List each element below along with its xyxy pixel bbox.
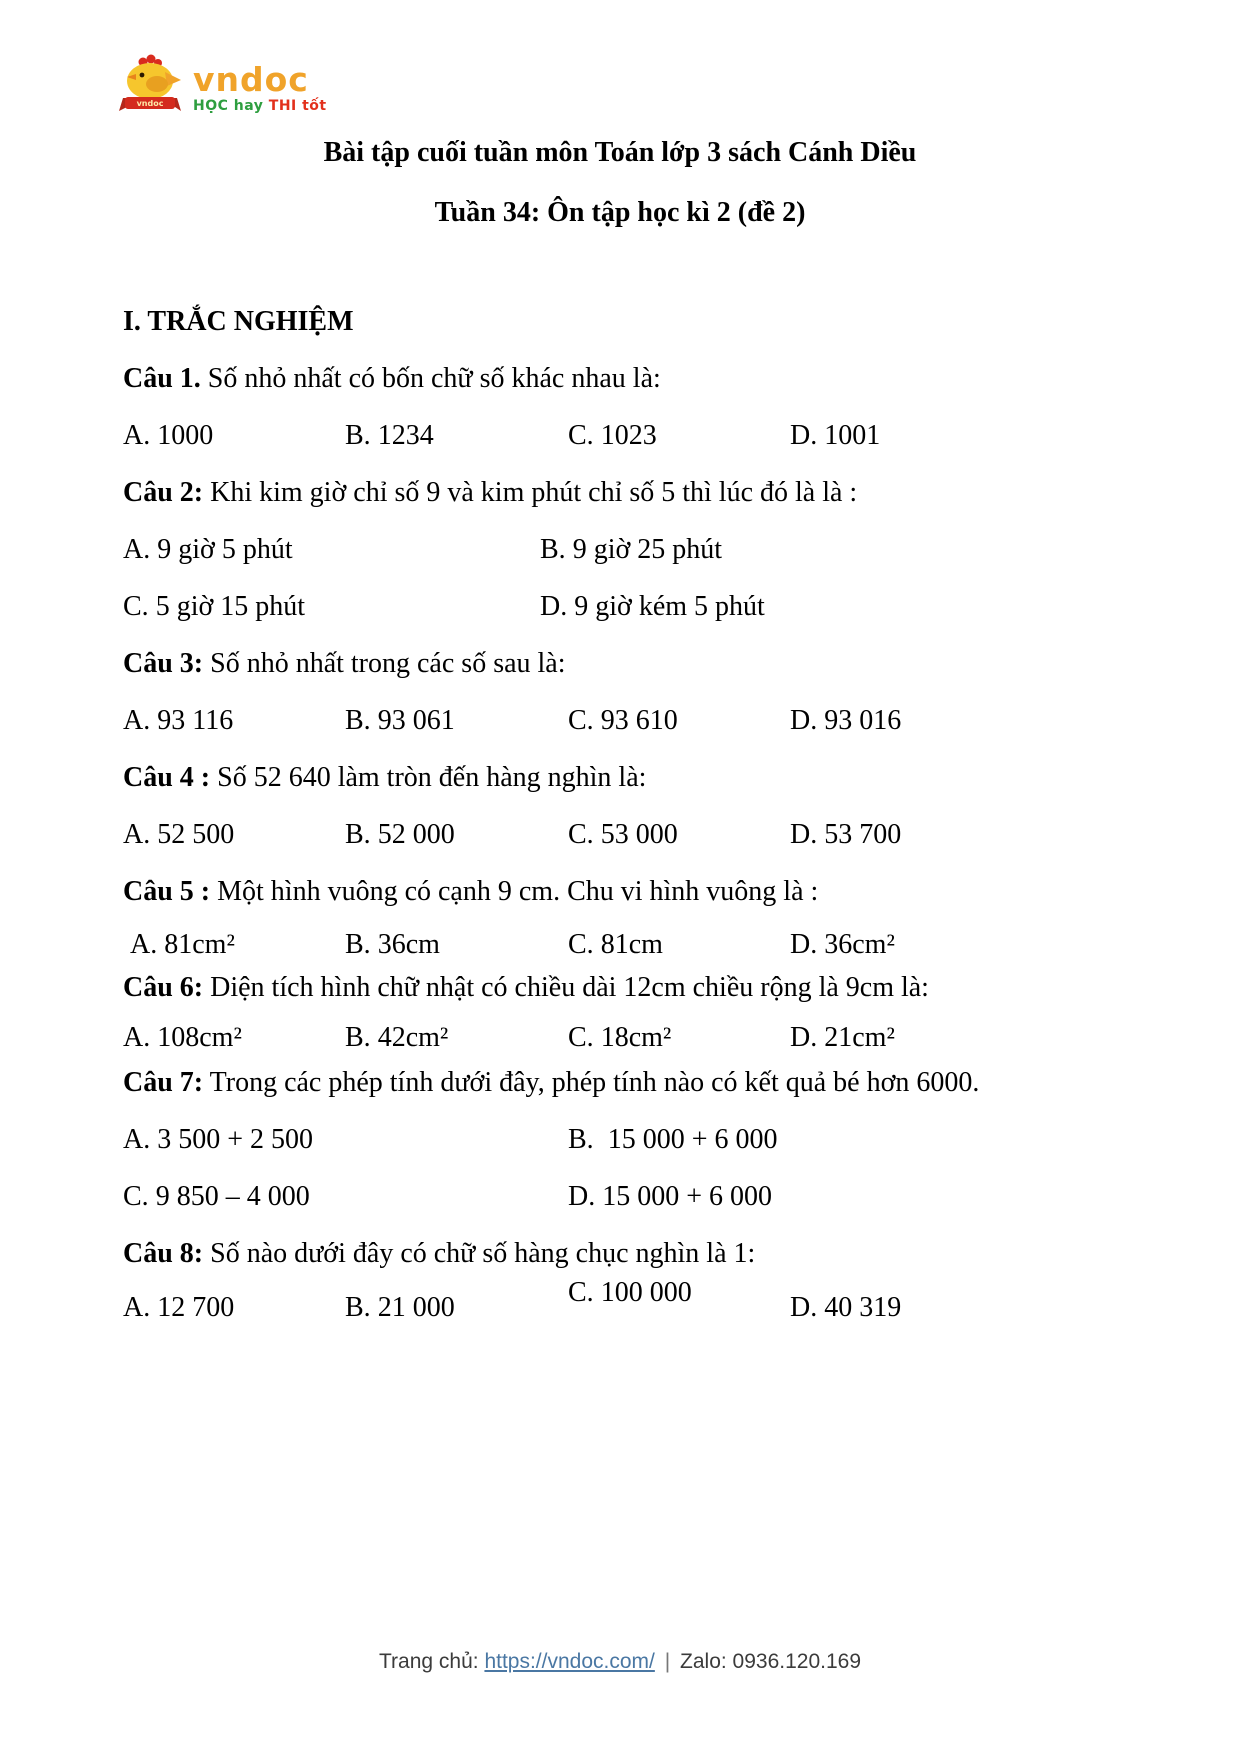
footer-zalo: Zalo: 0936.120.169	[680, 1650, 861, 1673]
q2-option-b: B. 9 giờ 25 phút	[540, 534, 723, 565]
q7-option-b: B. 15 000 + 6 000	[568, 1124, 778, 1155]
question-6	[123, 971, 1117, 1005]
question-8	[123, 1237, 1117, 1271]
vndoc-chicken-icon	[113, 54, 185, 122]
question-7	[123, 1066, 1117, 1100]
question-4	[123, 761, 1117, 795]
document-title: Bài tập cuối tuần môn Toán lớp 3 sách Cánh Diều	[323, 137, 917, 168]
question-4-options	[123, 818, 1117, 852]
q2-option-a: A. 9 giờ 5 phút	[123, 534, 293, 565]
question-2	[123, 476, 1117, 510]
q7-option-a: A. 3 500 + 2 500	[123, 1124, 314, 1155]
question-5-text: Một hình vuông có cạnh 9 cm. Chu vi hình vuông là :	[217, 876, 819, 907]
q6-option-a: A. 108cm²	[123, 1022, 242, 1053]
document-subtitle: Tuần 34: Ôn tập học kì 2 (đề 2)	[434, 197, 806, 228]
question-8-text: Số nào dưới đây có chữ số hàng chục nghìn là 1:	[210, 1238, 756, 1269]
logo-text	[193, 60, 327, 114]
question-2-text: Khi kim giờ chỉ số 9 và kim phút chỉ số 5 thì lúc đó là là :	[210, 477, 858, 508]
question-3-options	[123, 704, 1117, 738]
q2-option-d: D. 9 giờ kém 5 phút	[540, 591, 765, 622]
question-5	[123, 875, 1117, 909]
question-7-text: Trong các phép tính dưới đây, phép tính nào có kết quả bé hơn 6000.	[209, 1067, 980, 1098]
question-7-options-cd	[123, 1180, 1117, 1214]
question-6-text: Diện tích hình chữ nhật có chiều dài 12cm chiều rộng là 9cm là:	[210, 972, 929, 1003]
question-1-text: Số nhỏ nhất có bốn chữ số khác nhau là:	[207, 363, 661, 394]
q1-option-c: C. 1023	[568, 420, 657, 451]
q2-option-c: C. 5 giờ 15 phút	[123, 591, 306, 622]
q6-option-c: C. 18cm²	[568, 1022, 672, 1053]
q4-option-c: C. 53 000	[568, 819, 678, 850]
question-8-options	[123, 1277, 1117, 1325]
logo-brand-text: vndoc	[193, 60, 309, 99]
q8-option-c: C. 100 000	[568, 1277, 692, 1308]
question-5-label: Câu 5 :	[123, 876, 211, 907]
logo-tagline-red: THI tốt	[268, 98, 327, 114]
q8-option-a: A. 12 700	[123, 1292, 235, 1323]
vndoc-logo	[113, 54, 327, 122]
q1-option-b: B. 1234	[345, 420, 434, 451]
q3-option-c: C. 93 610	[568, 705, 678, 736]
q8-option-d: D. 40 319	[790, 1292, 902, 1323]
q6-option-d: D. 21cm²	[790, 1022, 895, 1053]
homepage-link[interactable]: https://vndoc.com/	[484, 1650, 655, 1673]
question-1	[123, 362, 1117, 396]
q5-option-c: C. 81cm	[568, 929, 663, 960]
q8-option-b: B. 21 000	[345, 1292, 455, 1323]
q4-option-b: B. 52 000	[345, 819, 455, 850]
question-6-label: Câu 6:	[123, 972, 204, 1003]
question-8-label: Câu 8:	[123, 1238, 204, 1269]
q6-option-b: B. 42cm²	[345, 1022, 449, 1053]
question-6-options	[123, 1021, 1117, 1055]
footer-prefix: Trang chủ:	[378, 1650, 479, 1673]
q4-option-a: A. 52 500	[123, 819, 235, 850]
banner-text: vndoc	[136, 99, 164, 108]
question-7-options-ab	[123, 1123, 1117, 1157]
question-1-label: Câu 1.	[123, 363, 201, 394]
question-2-label: Câu 2:	[123, 477, 204, 508]
q7-option-d: D. 15 000 + 6 000	[568, 1181, 773, 1212]
q4-option-d: D. 53 700	[790, 819, 902, 850]
footer-separator: |	[664, 1650, 671, 1673]
q5-option-d: D. 36cm²	[790, 929, 895, 960]
q1-option-a: A. 1000	[123, 420, 214, 451]
q3-option-d: D. 93 016	[790, 705, 902, 736]
question-3-text: Số nhỏ nhất trong các số sau là:	[210, 648, 566, 679]
q3-option-a: A. 93 116	[123, 705, 234, 736]
page-footer	[0, 1648, 1240, 1676]
question-2-options-ab	[123, 533, 1117, 567]
question-2-options-cd	[123, 590, 1117, 624]
q1-option-d: D. 1001	[790, 420, 881, 451]
question-3-label: Câu 3:	[123, 648, 204, 679]
logo-tagline	[193, 99, 327, 113]
q5-option-a: A. 81cm²	[130, 929, 235, 960]
question-5-options	[123, 928, 1117, 962]
q5-option-b: B. 36cm	[345, 929, 440, 960]
question-4-text: Số 52 640 làm tròn đến hàng nghìn là:	[217, 762, 647, 793]
section-heading: I. TRẮC NGHIỆM	[123, 306, 354, 337]
logo-tagline-green: HỌC hay	[193, 98, 264, 114]
q7-option-c: C. 9 850 – 4 000	[123, 1181, 310, 1212]
question-4-label: Câu 4 :	[123, 762, 211, 793]
question-1-options	[123, 419, 1117, 453]
q3-option-b: B. 93 061	[345, 705, 455, 736]
question-3	[123, 647, 1117, 681]
question-7-label: Câu 7:	[123, 1067, 204, 1098]
